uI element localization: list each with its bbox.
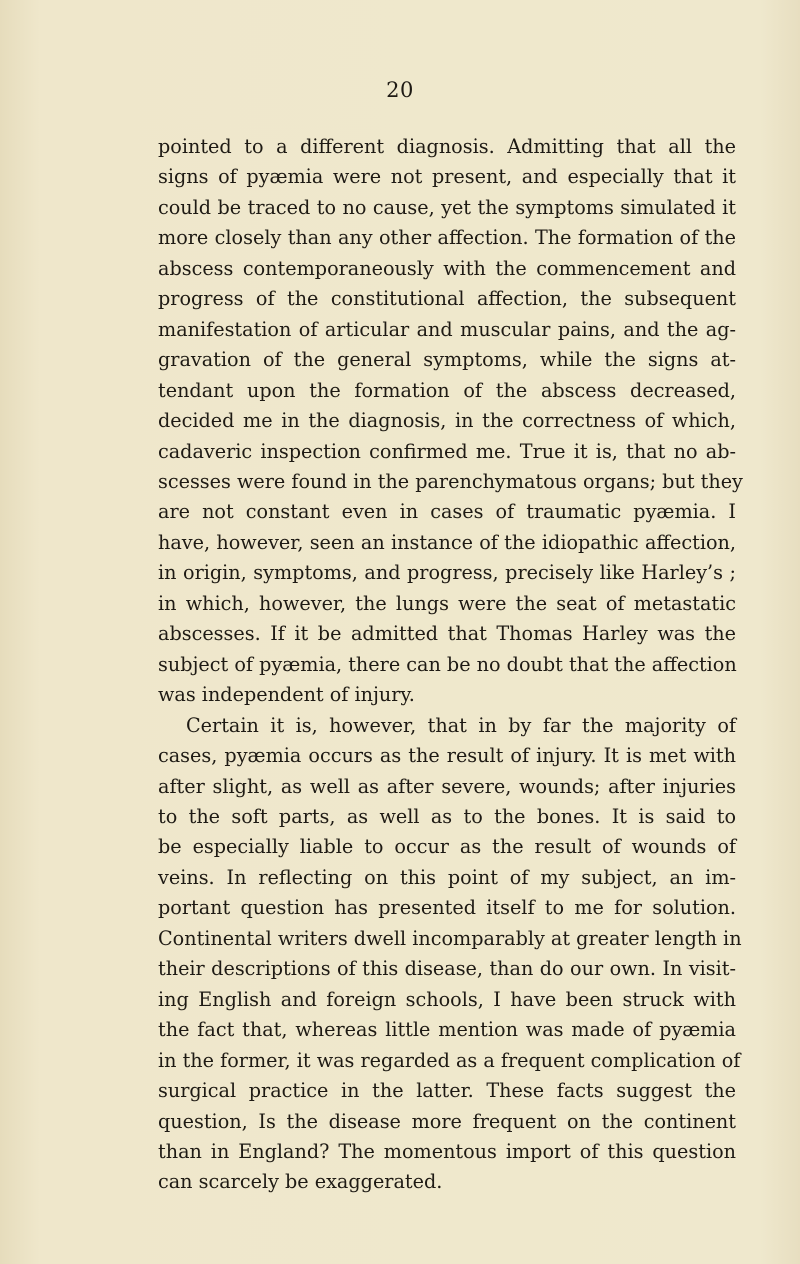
text-line: manifestation of articular and muscular pains, and the ag- [158, 317, 736, 341]
text-line: pointed to a different diagnosis. Admitting that all the [158, 135, 736, 158]
text-line: are not constant even in cases of traumatic pyæmia. I [158, 500, 736, 524]
text-line: ing English and foreign schools, I have been struck with [158, 987, 736, 1011]
text-line: abscess contemporaneously with the commencement and [158, 256, 736, 280]
text-line: the fact that, whereas little mention was made of pyæmia [158, 1018, 736, 1042]
text-line: their descriptions of this disease, than do our own. In visit- [158, 957, 736, 981]
text-line: question, Is the disease more frequent on the continent [158, 1109, 736, 1133]
text-line: in which, however, the lungs were the seat of metastatic [158, 591, 736, 615]
body-text [158, 132, 743, 1198]
text-line: was independent of injury. [158, 683, 415, 707]
text-line: signs of pyæmia were not present, and especially that it [158, 165, 736, 189]
text-line: than in England? The momentous import of this question [158, 1139, 736, 1163]
text-line: tendant upon the formation of the abscess decreased, [158, 378, 736, 402]
page-number: 20 [386, 78, 414, 102]
text-line: can scarcely be exaggerated. [158, 1170, 443, 1194]
text-line: surgical practice in the latter. These facts suggest the [158, 1079, 736, 1103]
text-line: could be traced to no cause, yet the symptoms simulated it [158, 195, 736, 219]
paragraph [158, 132, 743, 711]
text-line: decided me in the diagnosis, in the correctness of which, [158, 409, 736, 433]
text-line: in the former, it was regarded as a frequent complication of [158, 1048, 741, 1072]
text-line: in origin, symptoms, and progress, precisely like Harley’s ; [158, 561, 736, 585]
text-line: cases, pyæmia occurs as the result of injury. It is met with [158, 744, 736, 768]
text-line: subject of pyæmia, there can be no doubt that the affection [158, 652, 737, 676]
text-line: to the soft parts, as well as to the bones. It is said to [158, 804, 736, 828]
text-line: Continental writers dwell incomparably at greater length in [158, 926, 742, 950]
paragraph [158, 711, 742, 1198]
text-line: Certain it is, however, that in by far the majority of [186, 713, 736, 737]
text-line: cadaveric inspection confirmed me. True it is, that no ab- [158, 439, 736, 463]
text-line: progress of the constitutional affection, the subsequent [158, 287, 736, 311]
text-line: gravation of the general symptoms, while the signs at- [158, 348, 736, 372]
text-line: scesses were found in the parenchymatous organs; but they [158, 469, 743, 493]
text-line: have, however, seen an instance of the idiopathic affection, [158, 530, 736, 554]
text-line: be especially liable to occur as the result of wounds of [158, 835, 736, 859]
text-line: portant question has presented itself to me for solution. [158, 896, 736, 920]
text-line: after slight, as well as after severe, wounds; after injuries [158, 774, 736, 798]
text-line: abscesses. If it be admitted that Thomas Harley was the [158, 622, 736, 646]
text-line: more closely than any other affection. The formation of the [158, 226, 736, 250]
text-line: veins. In reflecting on this point of my subject, an im- [158, 865, 736, 889]
